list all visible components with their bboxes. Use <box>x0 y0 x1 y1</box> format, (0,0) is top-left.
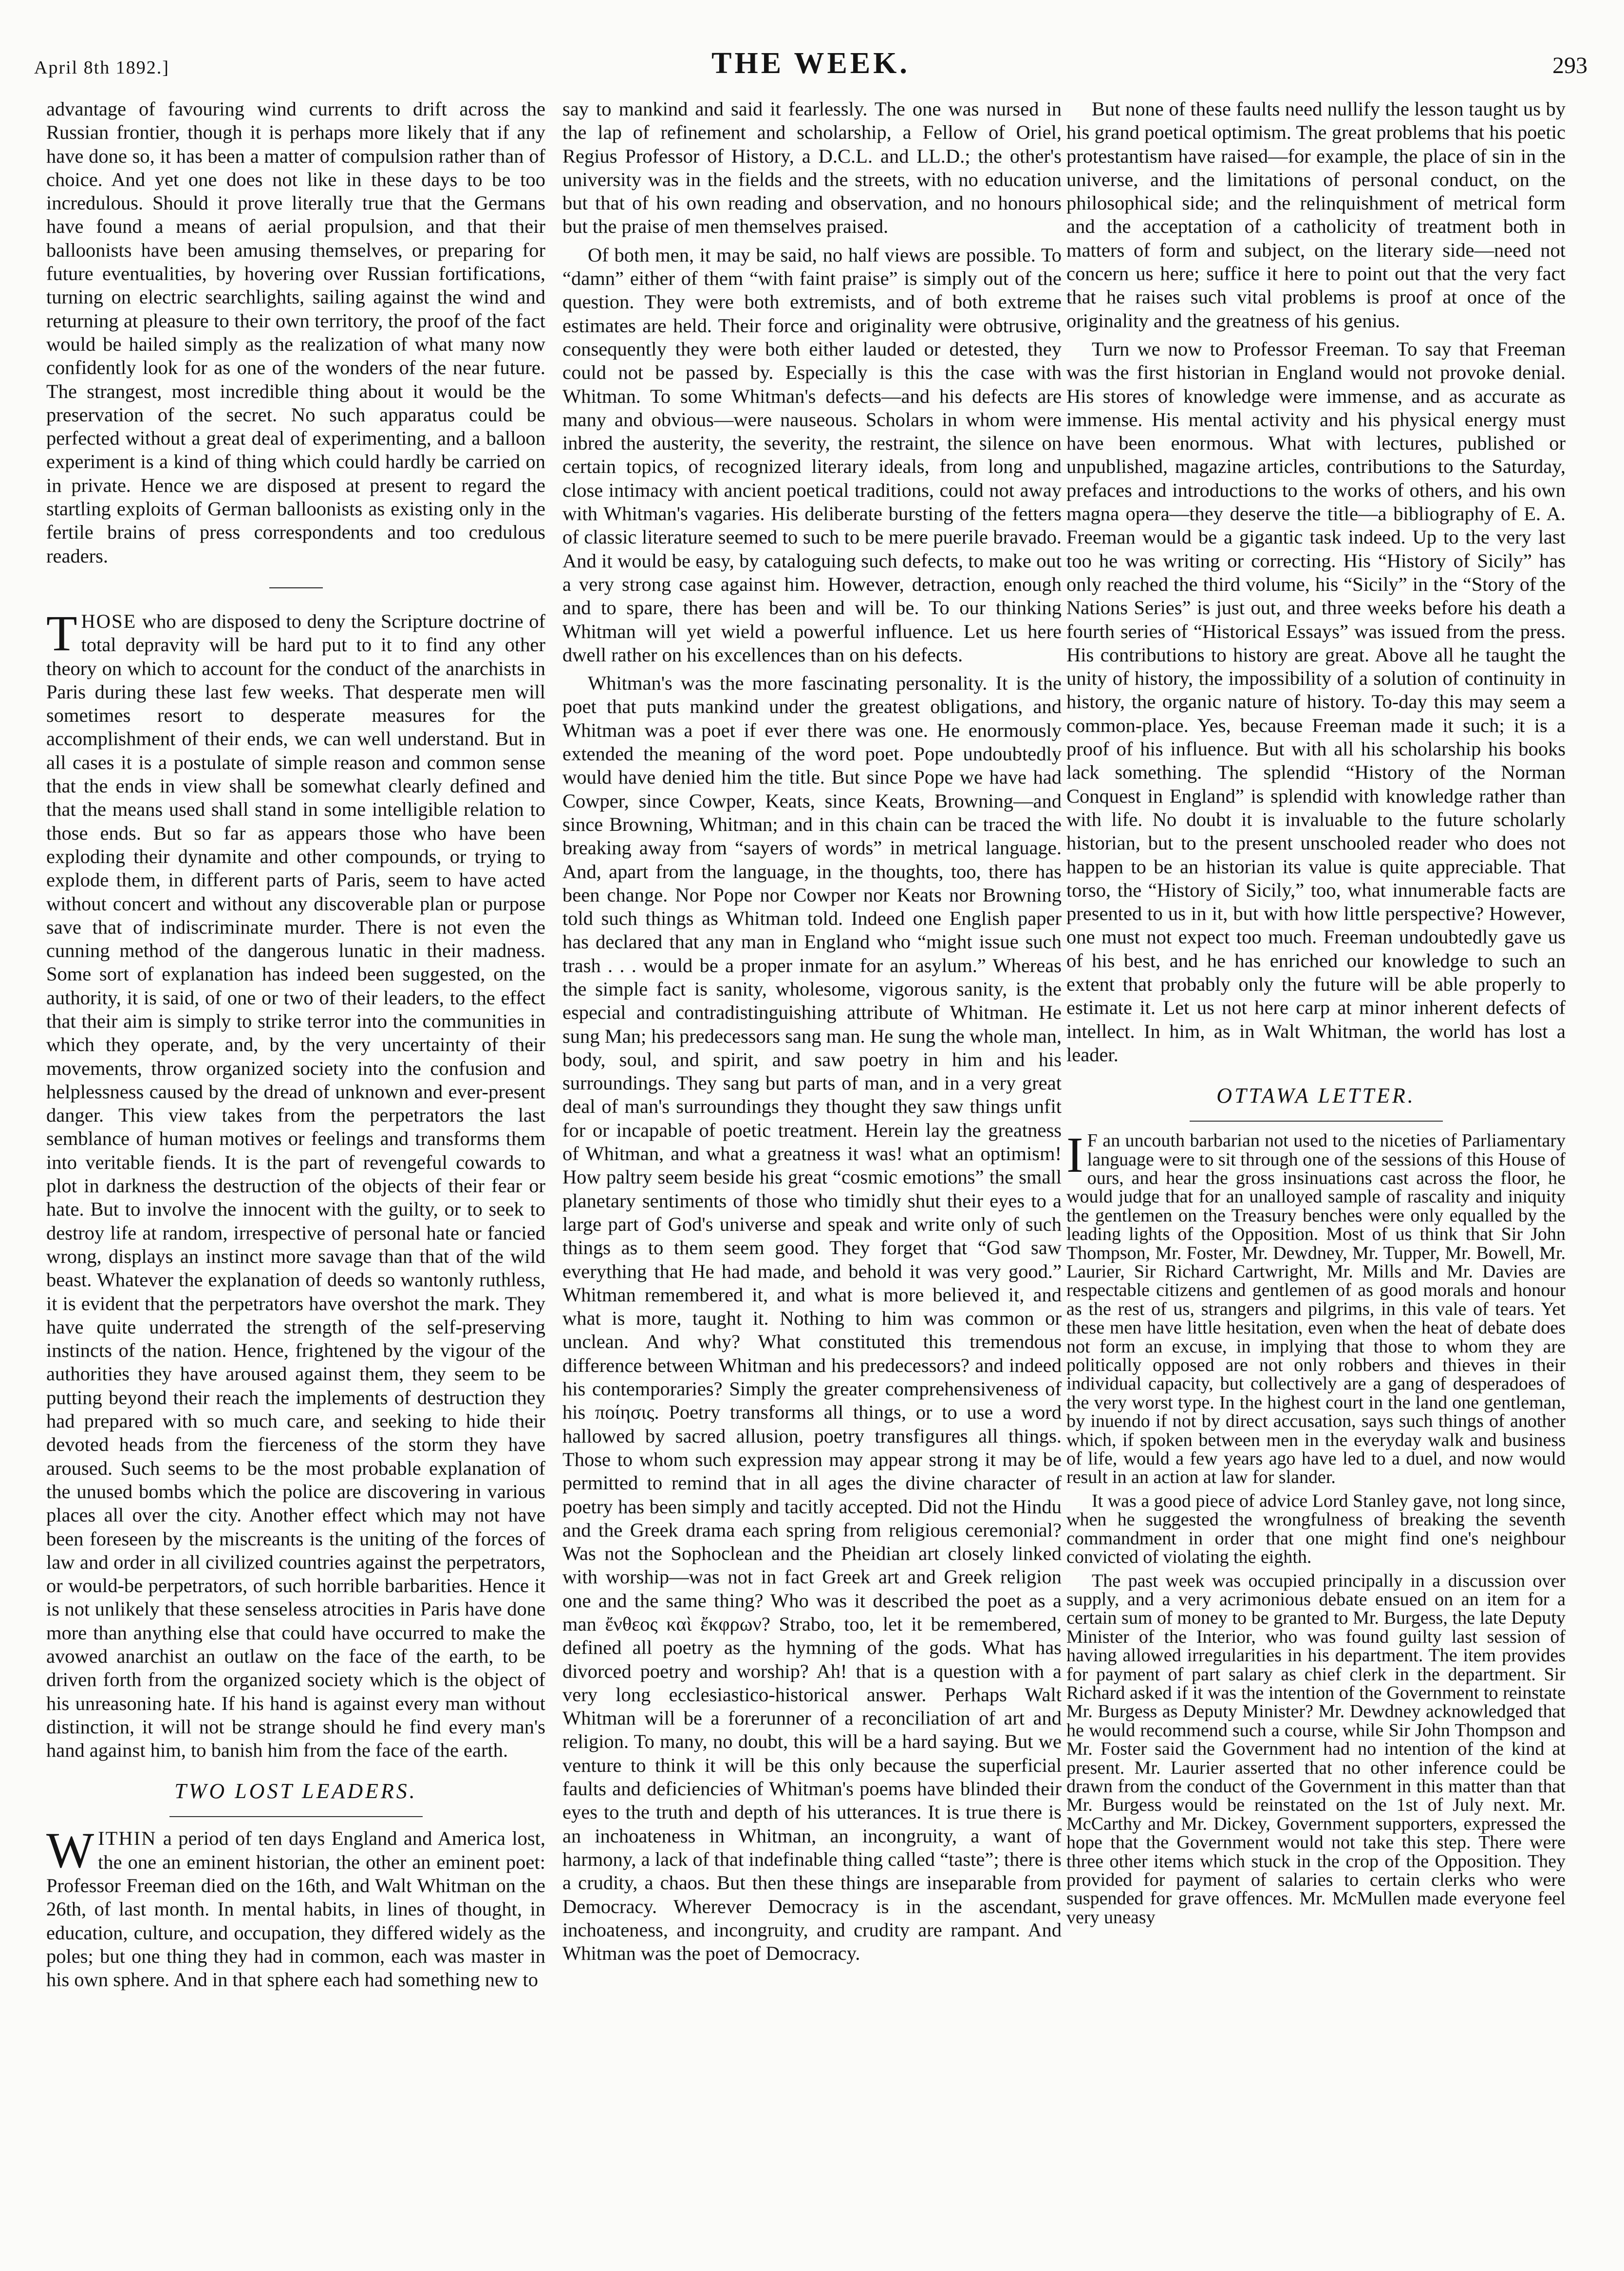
paragraph-whitman: Whitman's was the more fascinating personality. It is the poet that puts mankind under the greatest obligations, and Whitman was a poet if ever there was one. He enormously extended the meaning of the word poet. Pope undoubtedly would have denied him the title. But since Pope we have had Cowper, since Cowper, Keats, since Keats, Browning—and since Browning, Whitman; and in this chain can be traced the breaking away from “sayers of words” in metrical language. And, apart from the language, in the thoughts, too, there has been change. Nor Pope nor Cowper nor Keats nor Browning told such things as Whitman told. Indeed one English paper has declared that any man in England who “might issue such trash . . . would be a proper inmate for an asylum.” Whereas the simple fact is sanity, wholesome, vigorous sanity, is the especial and contradistinguishing attribute of Whitman. He sung Man; his predecessors sang man. He sung the whole man, body, soul, and spirit, and saw poetry in him and his surroundings. They sang but parts of man, and in a very great deal of man's surroundings they thought they saw things unfit for or incapable of poetic treatment. Herein lay the greatness of Whitman, and what a greatness it was! what an optimism! How paltry seem beside his great “cosmic emotions” the small planetary sentiments of those who timidly shut their eyes to a large part of God's universe and speak and write only of such things as to them seem good. They forget that “God saw everything that He had made, and behold it was very good.” Whitman remembered it, and what is more believed it, and what is more, taught it. Nothing to him was common or unclean. And why? What constituted this tremendous difference between Whitman and his predecessors? and indeed his contemporaries? Simply the greater comprehensiveness of his ποίησις. Poetry transforms all things, or to use a word hallowed by sacred allusion, poetry transfigures all things. Those to whom such expression may appear strong it may be permitted to remind that in all ages the divine character of poetry has been simply and tacitly accepted. Did not the Hindu and the Greek drama each spring from religious ceremonial? Was not the Sophoclean and the Pheidian art closely linked with worship—was not in fact Greek art and Greek religion one and the same thing? Who was it described the poet as a man ἔνθεος καὶ ἔκφρων? Strabo, too, let it be remembered, defined all poetry as the hymning of the gods. What has divorced poetry and worship? Ah! that is a question with a very long ecclesiastico-historical answer. Perhaps Walt Whitman will be a forerunner of a reconciliation of art and religion. To many, no doubt, this will be a hard saying. But we venture to think it will be this only because the superficial faults and deficiencies of Whitman's poems have blinded their eyes to the truth and depth of his utterances. It is true there is an inchoateness in Whitman, an incongruity, a want of harmony, a lack of that indefinable thing called “taste”; there is a crudity, a chaos. But then these things are inseparable from Democracy. Wherever Democracy is in the ascendant, inchoateness, and incongruity, and crudity are rampant. And Whitman was the poet of Democracy. <box>562 672 1062 1965</box>
lead-word: HOSE <box>81 610 137 632</box>
paragraph-parliament <box>1066 1127 1566 1488</box>
divider-rule <box>269 587 323 588</box>
paragraph-text: F an uncouth barbarian not used to the niceties of Parliamentary language were to sit through one of the sessions of this House of ours, and hear the gross insinuations cast across the floor, he would judge that for an unalloyed sample of rascality and iniquity the gentlemen on the Treasury benches were only equalled by the leading lights of the Opposition. Most of us think that Sir John Thompson, Mr. Foster, Mr. Dewdney, Mr. Tupper, Mr. Bowell, Mr. Laurier, Sir Richard Cartwright, Mr. Mills and Mr. Davies are respectable citizens and gentlemen of as good morals and honour as the rest of us, strangers and pilgrims, in this vale of tears. Yet these men have little hesitation, even when the heat of debate does not form an excuse, in implying that those to whom they are politically opposed are not only robbers and thieves in their individual capacity, but collectively are a gang of desperadoes of the very worst type. In the highest court in the land one gentleman, by inuendo if not by direct accusation, says such things of another which, if spoken between men in the everyday walk and business of life, would a few years ago have led to a duel, and now would result in an action at law for slander. <box>1066 1130 1566 1488</box>
column-1 <box>46 97 545 2250</box>
title-underline <box>1190 1121 1443 1122</box>
paragraph-optimism: But none of these faults need nullify the lesson taught us by his grand poetical optimism. The great problems that his poetic protestantism have raised—for example, the place of sin in the universe, and the limitations of personal conduct, on the philosophical side; and the relinquishment of metrical form and the acceptation of a catholicity of treatment both in matters of form and subject, on the literary side—need not concern us here; suffice it here to point out that the very fact that he raises such vital problems is proof at once of the originality and the greatness of his genius. <box>1066 98 1566 332</box>
paragraph-freeman: Turn we now to Professor Freeman. To say that Freeman was the first historian in England would not provoke denial. His stores of knowledge were immense, and as accurate as immense. His mental activity and his physical energy must have been enormous. What with lectures, published or unpublished, magazine articles, contributions to the Saturday, prefaces and introductions to the works of others, and his own magna opera—they deserve the title—a bibliography of E. A. Freeman would be a gigantic task indeed. Up to the very last too he was writing or correcting. His “History of Sicily” has only reached the third volume, his “Sicily” in the “Story of the Nations Series” is just out, and three weeks before his death a fourth series of “Historical Essays” was issued from the press. His contributions to history are great. Above all he taught the unity of history, the impossibility of a solution of continuity in history, the organic nature of history. To-day this may seem a common-place. Yes, because Freeman made it such; it is a proof of his influence. But with all his scholarship his books lack something. The splendid “History of the Norman Conquest in England” is splendid with knowledge rather than with life. No doubt it is invaluable to the future scholarly historian, but to the present unschooled reader who does not happen to be an historian its value is quite appreciable. That torso, the “History of Sicily,” too, what innumerable facts are presented to us in it, but with how little perspective? However, one must not expect too much. Freeman undoubtedly gave us of his best, and he has enriched our knowledge to such an extent that probably only the future will be able properly to estimate it. Let us not here carp at minor inherent defects of intellect. In him, as in Walt Whitman, the world has lost a leader. <box>1066 338 1566 1066</box>
masthead-title: THE WEEK. <box>711 47 910 80</box>
drop-cap: I <box>1066 1127 1083 1183</box>
page-number: 293 <box>1552 53 1587 78</box>
paragraph-continuation: say to mankind and said it fearlessly. The one was nursed in the lap of refinement and scholarship, a Fellow of Oriel, Regius Professor of History, a D.C.L. and LL.D.; the other's university was in the fields and the streets, with no education but that of his own reading and observation, and no honours but the praise of men themselves praised. <box>562 98 1062 238</box>
section-title-two-lost-leaders: TWO LOST LEADERS. <box>174 1779 417 1803</box>
drop-cap: T <box>46 605 77 661</box>
paragraph-leaders-intro <box>46 1822 545 1991</box>
column-2 <box>562 97 1062 2250</box>
paragraph-text: a period of ten days England and America lost, the one an eminent historian, the other an eminent poet: Professor Freeman died on the 16th, and Walt Whitman on the 26th, of last month. In mental habits, in lines of thought, in education, culture, and occupation, they differed widely as the poles; but one thing they had in common, each was master in his own sphere. And in that sphere each had something new to <box>46 1827 545 1991</box>
paragraph-anarchists <box>46 605 545 1763</box>
page-header <box>34 46 1587 105</box>
paragraph-both-men: Of both men, it may be said, no half views are possible. To “damn” either of them “with faint praise” is simply out of the question. They were both extremists, and of both extreme estimates are held. Their force and originality were obtrusive, consequently they were both either lauded or detested, they could not be passed by. Especially is this the case with Whitman. To some Whitman's defects—and his defects are many and obvious—were nauseous. Scholars in whom were inbred the austerity, the severity, the restraint, the silence on certain topics, of recognized literary ideals, from long and close intimacy with ancient poetical traditions, could not away with Whitman's vagaries. His deliberate bursting of the fetters of classic literature seemed to such to be mere puerile bravado. And it would be easy, by cataloguing such defects, to make out a very strong case against him. However, detraction, enough and to spare, there has been and will be. To our thinking Whitman will yet wield a powerful influence. Let us here dwell rather on his excellences than on his defects. <box>562 244 1062 666</box>
paragraph-text: who are disposed to deny the Scripture doctrine of total depravity will be hard put to it to find any other theory on which to account for the conduct of the anarchists in Paris during these last few weeks. That desperate men will sometimes resort to desperate measures for the accomplishment of their ends, we can well understand. But in all cases it is a postulate of simple reason and common sense that the ends in view shall be somewhat clearly defined and that the means used shall stand in some intelligible relation to those ends. But so far as appears those who have been exploding their dynamite and other compounds, or trying to explode them, in different parts of Paris, seem to have acted without concert and without any discoverable plan or purpose save that of indiscriminate murder. There is not even the cunning method of the dangerous lunatic in their madness. Some sort of explanation has indeed been suggested, on the authority, it is said, of one or two of their leaders, to the effect that their aim is simply to strike terror into the communities in which they operate, and, by the very uncertainty of their movements, throw organized society into the confusion and helplessness caused by the dread of unknown and ever-present danger. This view takes from the perpetrators the last semblance of human motives or feelings and transforms them into veritable fiends. It is the part of revengeful cowards to plot in darkness the destruction of the objects of their fear or hate. But to involve the innocent with the guilty, or to seek to destroy life at random, irrespective of personal hate or fancied wrong, displays an instinct more savage than that of the wild beast. Whatever the explanation of deeds so wantonly ruthless, it is evident that the perpetrators have overshot the mark. They have quite underrated the strength of the self-preserving instincts of the nation. Hence, frightened by the vigour of the authorities they have aroused against them, they seem to be putting beyond their reach the implements of destruction they had prepared with so much care, and seeking to hide their devoted heads from the fierceness of the storm they have aroused. Such seems to be the most probable explanation of the unused bombs which the police are discovering in various places all over the city. Another effect which may not have been foreseen by the miscreants is the uniting of the forces of law and order in all civilized countries against the perpetrators, or would-be perpetrators, of such horrible barbarities. Hence it is not unlikely that these senseless atrocities in Paris have done more than anything else that could have occurred to make the avowed anarchist an outlaw on the face of the earth, to be driven forth from the organized society which is the object of his unreasoning hate. If his hand is against every man without distinction, it will not be strange should he find every man's hand against him, to banish him from the face of the earth. <box>46 610 545 1762</box>
section-title-ottawa-letter: OTTAWA LETTER. <box>1216 1084 1416 1108</box>
paragraph-supply-debate: The past week was occupied principally in a discussion over supply, and a very acrimonious debate ensued on an item for a certain sum of money to be granted to Mr. Burgess, the late Deputy Minister of the Interior, who was found guilty last session of having allowed irregularities in his department. The item provides for payment of part salary as chief clerk in the department. Sir Richard asked if it was the intention of the Government to reinstate Mr. Burgess as Deputy Minister? Mr. Dewdney acknowledged that he would recommend such a course, while Sir John Thompson and Mr. Foster said the Government had no intention of the kind at present. Mr. Laurier asserted that no other inference could be drawn from the conduct of the Government in this matter than that Mr. Burgess would be reinstated on the 1st of July next. Mr. McCarthy and Mr. Dickey, Government supporters, expressed the hope that the Government would not take this step. There were three other items which stuck in the crop of the Opposition. They provided for payment of salaries to certain clerks who were suspended for grave offences. Mr. McMullen made everyone feel very uneasy <box>1066 1570 1566 1928</box>
paragraph-lord-stanley: It was a good piece of advice Lord Stanley gave, not long since, when he suggested the wrongfulness of breaking the seventh commandment in order that one might find one's neighbour convicted of violating the eighth. <box>1066 1490 1566 1568</box>
drop-cap: W <box>46 1822 94 1879</box>
title-underline <box>169 1816 423 1817</box>
column-3 <box>1066 97 1566 2250</box>
lead-word: ITHIN <box>98 1827 157 1850</box>
paragraph-balloonists: advantage of favouring wind currents to drift across the Russian frontier, though it is perhaps more likely that if any have done so, it has been a matter of compulsion rather than of choice. And yet one does not like in these days to be too incredulous. Should it prove literally true that the Germans have found a means of aerial propulsion, and that their balloonists have been amusing themselves, or preparing for future eventualities, by hovering over Russian fortifications, turning on electric searchlights, sailing against the wind and returning at pleasure to their own territory, the proof of the fact would be hailed simply as the realization of what many now confidently look for as one of the wonders of the near future. The strangest, most incredible thing about it would be the preservation of the secret. No such apparatus could be perfected without a great deal of experimenting, and a balloon experiment is a kind of thing which could hardly be carried on in private. Hence we are disposed at present to regard the startling exploits of German balloonists as existing only in the fertile brains of press correspondents and too credulous readers. <box>46 98 545 567</box>
issue-date: April 8th 1892.] <box>34 57 169 78</box>
